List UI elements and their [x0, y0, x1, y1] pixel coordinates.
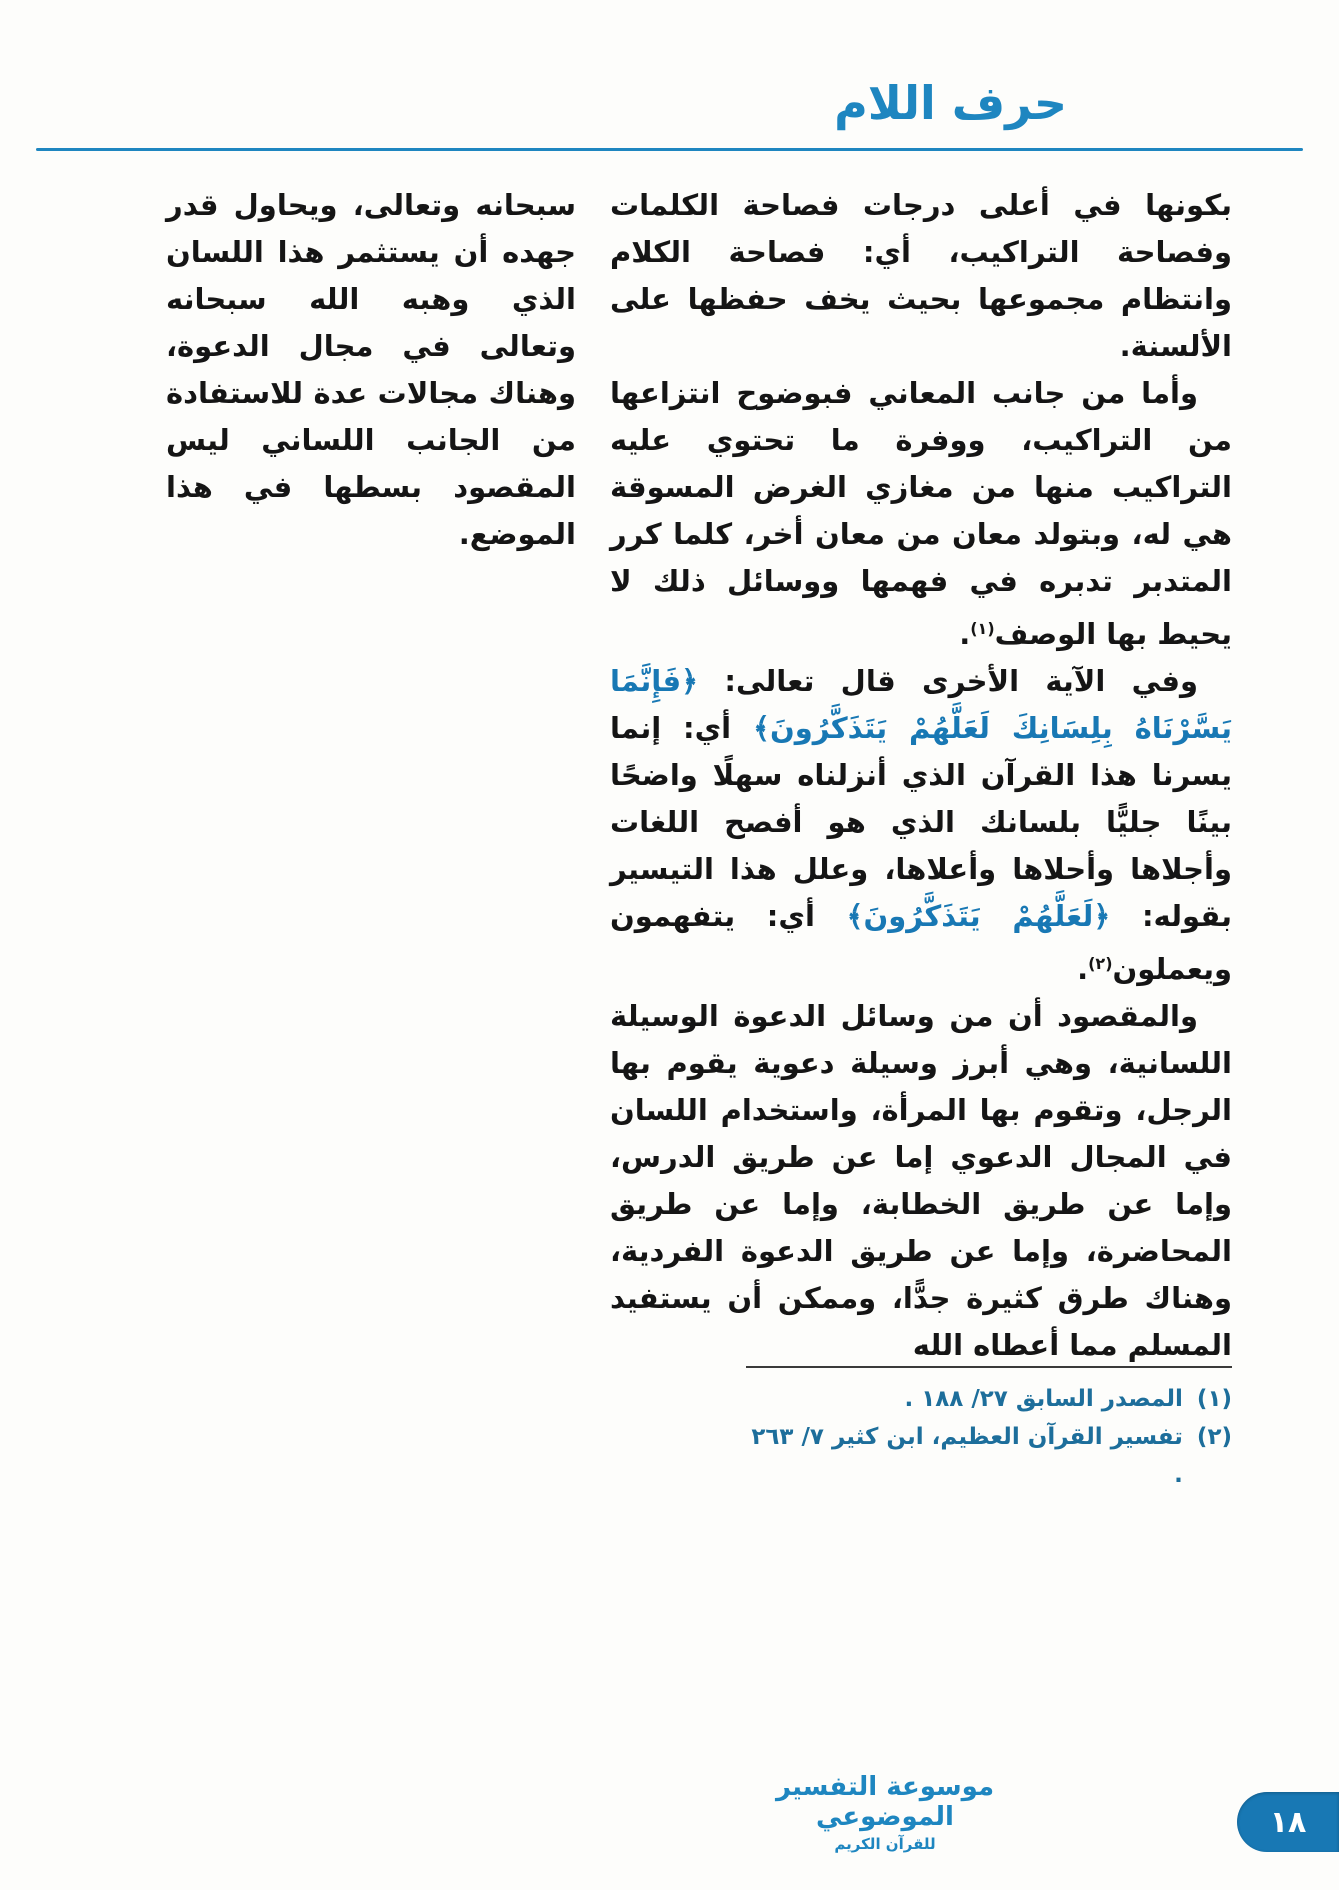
- quran-verse: ﴿لَعَلَّهُمْ يَتَذَكَّرُونَ﴾: [846, 899, 1111, 933]
- footnote-text: المصدر السابق ٢٧/ ١٨٨ .: [904, 1386, 1183, 1412]
- body-text: .: [959, 617, 971, 651]
- publisher-logo: [760, 1772, 1010, 1853]
- page-number-tab: [1237, 1792, 1339, 1852]
- paragraph: [166, 182, 576, 558]
- body-text: سبحانه وتعالى، ويحاول قدر جهده أن يستثمر هذا اللسان الذي وهبه الله سبحانه وتعالى في مجال الدعوة، وهناك مجالات عدة للاستفادة من الجانب اللساني ليس المقصود بسطها في هذا الموضع.: [166, 188, 576, 551]
- body-text: بكونها في أعلى درجات فصاحة الكلمات وفصاحة التراكيب، أي: فصاحة الكلام وانتظام مجموعها بحيث يخف حفظها على الألسنة.: [610, 188, 1232, 363]
- footnote-marker: (٢): [1196, 1424, 1232, 1450]
- page-number: ١٨: [1269, 1804, 1307, 1840]
- footnote-reference-marker: (٢): [1088, 954, 1113, 973]
- footnotes-block: [746, 1366, 1232, 1494]
- text-column-left: [166, 182, 576, 1369]
- paragraph: [610, 182, 1232, 370]
- section-title: حرف اللام: [834, 76, 1067, 130]
- body-text: وأما من جانب المعاني فبوضوح انتزاعها من التراكيب، ووفرة ما تحتوي عليه التراكيب منها من مغازي الغرض المسوقة هي له، وبتولد معان من معان أخر، كلما كرر المتدبر تدبره في فهمها ووسائل ذلك لا يحيط بها الوصف: [610, 376, 1232, 651]
- quran-verse: ﴿فَإِنَّمَا يَسَّرْنَاهُ بِلِسَانِكَ لَعَلَّهُمْ يَتَذَكَّرُونَ﴾: [610, 664, 1232, 745]
- header-rule: [36, 148, 1303, 151]
- text-columns: [166, 182, 1232, 1369]
- footnote-separator: [746, 1366, 1232, 1368]
- paragraph: [610, 658, 1232, 993]
- text-column-right: [610, 182, 1232, 1369]
- footnote-item: [746, 1380, 1232, 1418]
- paragraph: [610, 370, 1232, 658]
- body-text: وفي الآية الأخرى قال تعالى:: [698, 664, 1198, 698]
- body-text: والمقصود أن من وسائل الدعوة الوسيلة اللسانية، وهي أبرز وسيلة دعوية يقوم بها الرجل، وتقوم بها المرأة، واستخدام اللسان في المجال الدعوي إما عن طريق الدرس، وإما عن طريق الخطابة، وإما عن طريق المحاضرة، وإما عن طريق الدعوة الفردية، وهناك طرق كثيرة جدًّا، وممكن أن يستفيد المسلم مما أعطاه الله: [610, 999, 1232, 1362]
- publisher-logo-title: موسوعة التفسير الموضوعي: [775, 1772, 995, 1832]
- body-text: أي: إنما يسرنا هذا القرآن الذي أنزلناه سهلًا واضحًا بينًا جليًّا بلسانك الذي هو أفصح اللغات وأجلاها وأحلاها وأعلاها، وعلل هذا التيسير بقوله:: [610, 711, 1232, 933]
- body-text: أي: يتفهمون ويعملون: [610, 899, 1232, 986]
- footnote-reference-marker: (١): [970, 619, 995, 638]
- body-text: .: [1077, 952, 1089, 986]
- paragraph: [610, 993, 1232, 1369]
- footnote-marker: (١): [1196, 1386, 1232, 1412]
- footnote-text: تفسير القرآن العظيم، ابن كثير ٧/ ٢٦٣ .: [751, 1424, 1183, 1488]
- publisher-logo-subtitle: للقرآن الكريم: [834, 1835, 936, 1853]
- footnote-item: [746, 1418, 1232, 1494]
